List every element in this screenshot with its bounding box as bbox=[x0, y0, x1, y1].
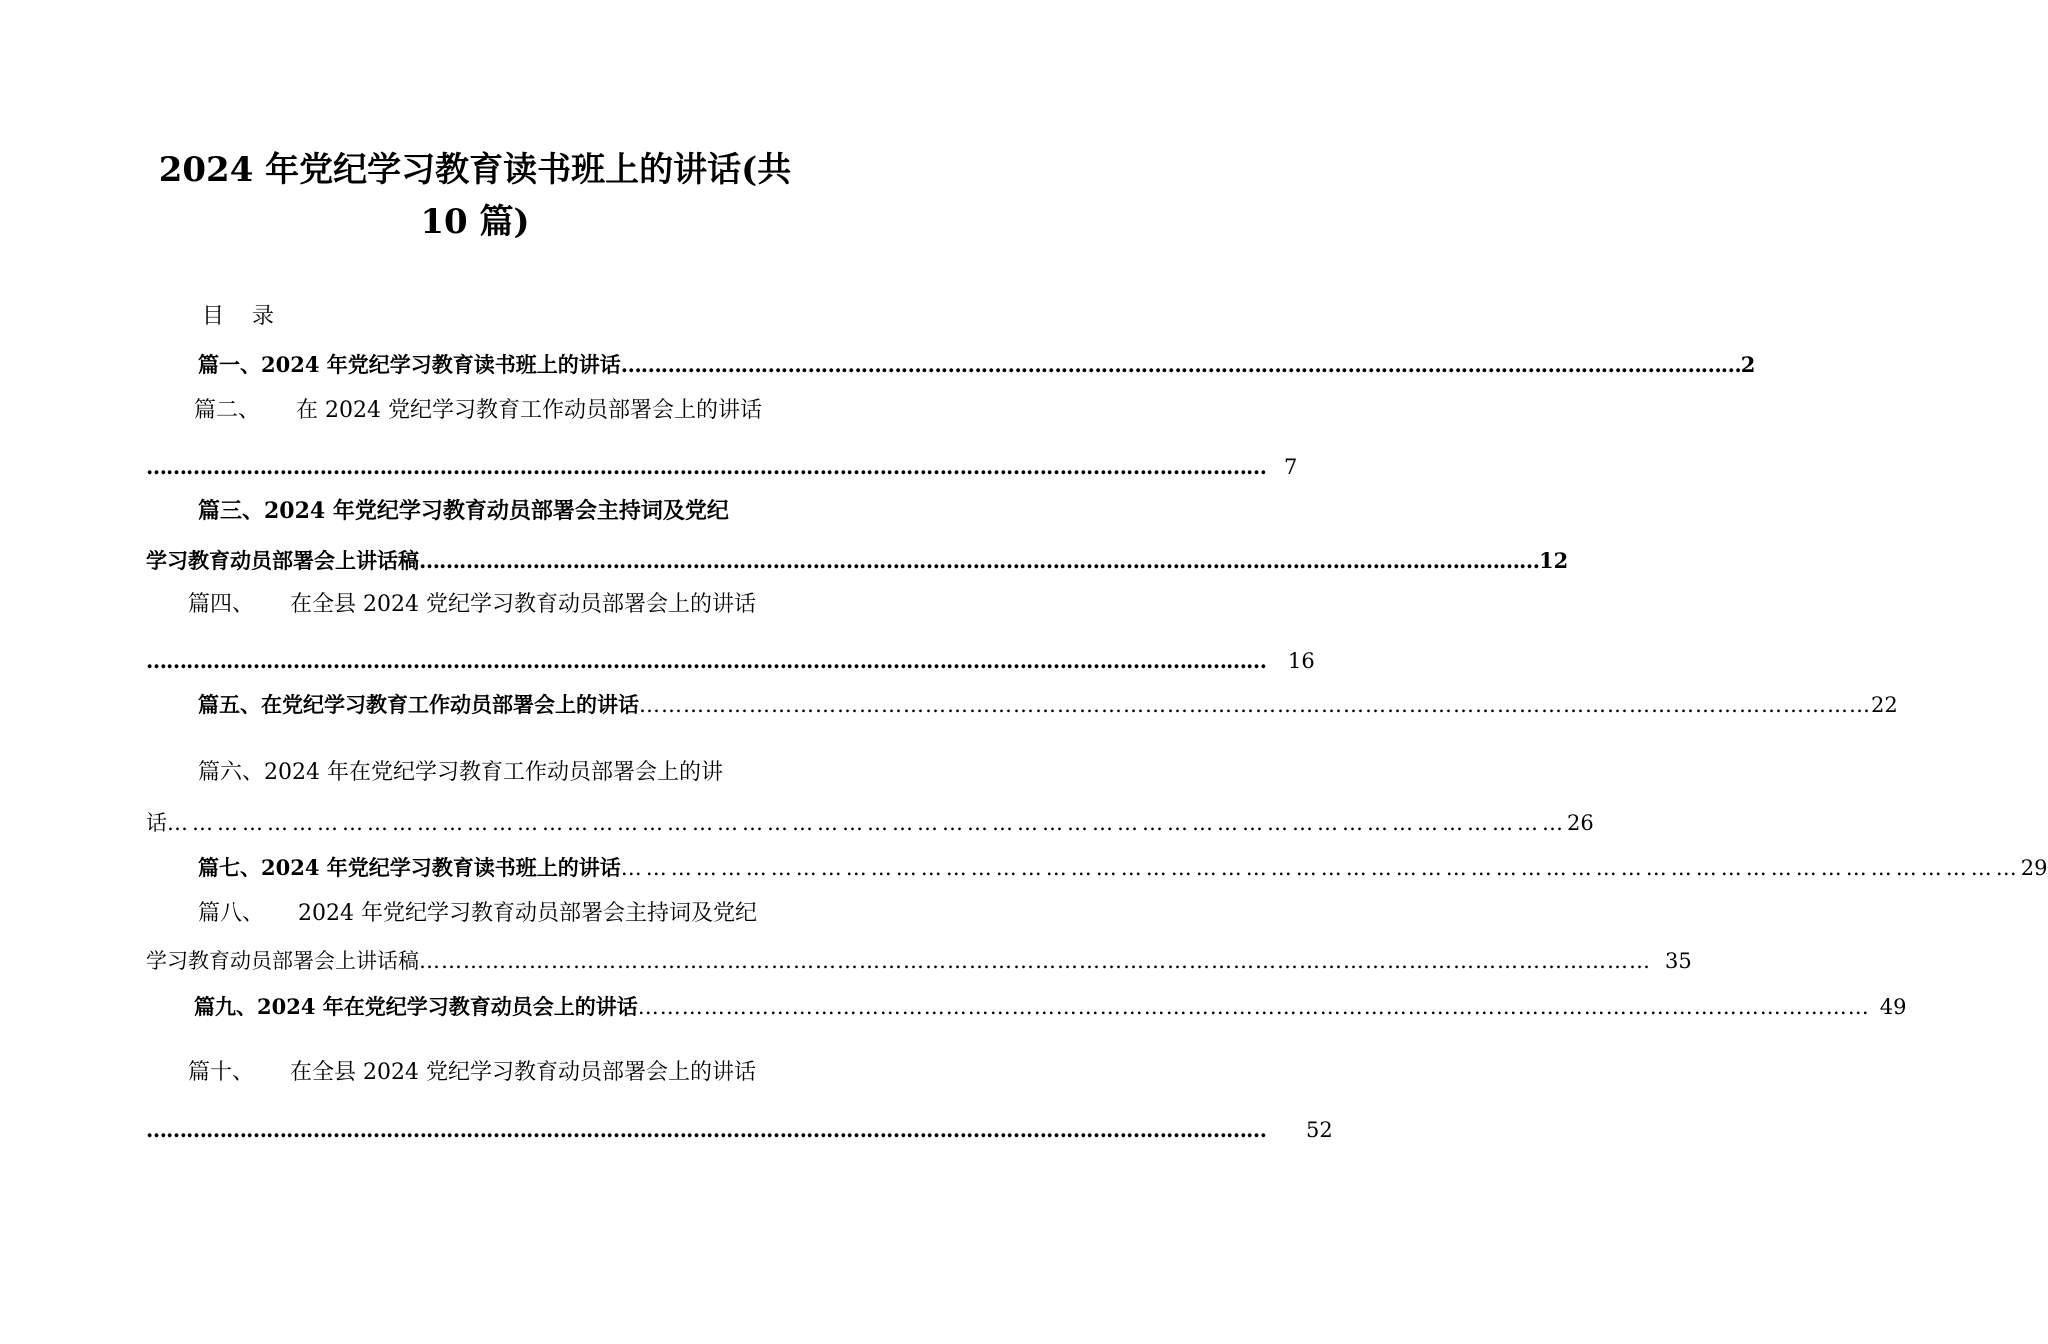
toc-entry-7-label: 篇七、2024 年党纪学习教育读书班上的讲话 bbox=[198, 855, 621, 880]
toc-leader-2: …………………………………………………………………………………………………………………………………………………… bbox=[146, 454, 1266, 479]
toc-entry-9-label: 篇九、2024 年在党纪学习教育动员会上的讲话 bbox=[194, 994, 638, 1019]
toc-entry-2-label: 篇二、 bbox=[194, 398, 261, 423]
toc-entry-8-title-cont: 学习教育动员部署会上讲话稿 bbox=[146, 949, 419, 973]
toc-entry-1[interactable] bbox=[198, 350, 1756, 380]
toc-entry-4-continuation[interactable] bbox=[146, 646, 1315, 676]
toc-leader-5: …………………………………………………………………………………………………………………………………………………… bbox=[639, 693, 1871, 717]
toc-heading bbox=[202, 302, 302, 332]
toc-leader-8: …………………………………………………………………………………………………………………………………………………… bbox=[419, 949, 1651, 973]
toc-leader-10: …………………………………………………………………………………………………………………………………………………… bbox=[146, 1117, 1266, 1142]
toc-entry-2[interactable] bbox=[194, 396, 804, 426]
toc-entry-6-title: 话 bbox=[146, 811, 167, 835]
toc-leader-3: …………………………………………………………………………………………………………………………………………………… bbox=[419, 548, 1539, 573]
toc-leader-7: …………………………………………………………………………………………………………………………………………………… bbox=[620, 856, 2021, 880]
toc-entry-2-page: 7 bbox=[1284, 455, 1298, 479]
toc-entry-8-page: 35 bbox=[1665, 949, 1692, 973]
toc-heading-char-2: 录 bbox=[252, 304, 275, 329]
toc-entry-10-page: 52 bbox=[1306, 1118, 1333, 1142]
toc-entry-1-page: 2 bbox=[1740, 352, 1756, 377]
toc-entry-3-title: 学习教育动员部署会上讲话稿 bbox=[146, 548, 419, 573]
toc-leader-9: …………………………………………………………………………………………………………………………………………………… bbox=[637, 995, 1870, 1019]
document-title-line-1: 2024 年党纪学习教育读书班上的讲话(共 bbox=[158, 150, 792, 190]
toc-entry-6-page: 26 bbox=[1567, 811, 1594, 835]
toc-entry-6-continuation[interactable] bbox=[146, 808, 1594, 838]
document-title-line-2: 10 篇) bbox=[420, 202, 530, 242]
toc-entry-6-label: 篇六、2024 年在党纪学习教育工作动员部署会上的讲 bbox=[198, 760, 723, 785]
toc-heading-char-1: 目 bbox=[202, 304, 225, 329]
toc-entry-7-page: 29 bbox=[2020, 856, 2048, 880]
toc-entry-9[interactable] bbox=[194, 992, 1907, 1022]
toc-leader-6: …………………………………………………………………………………………………………………………………………………… bbox=[167, 811, 1567, 835]
toc-leader-4: …………………………………………………………………………………………………………………………………………………… bbox=[146, 648, 1266, 673]
toc-entry-10-continuation[interactable] bbox=[146, 1115, 1333, 1145]
toc-entry-3-continuation[interactable] bbox=[146, 546, 1569, 576]
toc-entry-5[interactable] bbox=[198, 690, 1898, 720]
toc-entry-3-page: 12 bbox=[1539, 548, 1569, 573]
toc-entry-4[interactable] bbox=[188, 590, 804, 620]
toc-entry-5-label: 篇五、在党纪学习教育工作动员部署会上的讲话 bbox=[198, 692, 639, 717]
toc-entry-8-continuation[interactable] bbox=[146, 946, 1692, 976]
toc-entry-8-title: 2024 年党纪学习教育动员部署会主持词及党纪 bbox=[298, 901, 757, 926]
toc-entry-2-title: 在 2024 党纪学习教育工作动员部署会上的讲话 bbox=[296, 398, 762, 423]
toc-entry-8[interactable] bbox=[198, 899, 804, 929]
toc-entry-10[interactable] bbox=[188, 1058, 804, 1088]
toc-entry-10-label: 篇十、 bbox=[188, 1060, 255, 1085]
toc-entry-4-label: 篇四、 bbox=[188, 592, 255, 617]
toc-entry-7[interactable] bbox=[198, 853, 2048, 883]
toc-leader-1: …………………………………………………………………………………………………………………………………………………… bbox=[620, 352, 1741, 377]
toc-entry-9-page: 49 bbox=[1879, 995, 1907, 1019]
toc-entry-8-label: 篇八、 bbox=[198, 901, 265, 926]
toc-entry-10-title: 在全县 2024 党纪学习教育动员部署会上的讲话 bbox=[290, 1060, 756, 1085]
toc-entry-6[interactable] bbox=[198, 758, 804, 788]
toc-entry-2-continuation[interactable] bbox=[146, 452, 1298, 482]
toc-entry-4-page: 16 bbox=[1288, 649, 1315, 673]
toc-entry-5-page: 22 bbox=[1871, 693, 1898, 717]
toc-entry-3-label: 篇三、2024 年党纪学习教育动员部署会主持词及党纪 bbox=[198, 498, 729, 524]
toc-entry-1-label: 篇一、2024 年党纪学习教育读书班上的讲话 bbox=[198, 352, 621, 377]
toc-entry-4-title: 在全县 2024 党纪学习教育动员部署会上的讲话 bbox=[290, 592, 756, 617]
toc-entry-3[interactable] bbox=[198, 496, 804, 526]
